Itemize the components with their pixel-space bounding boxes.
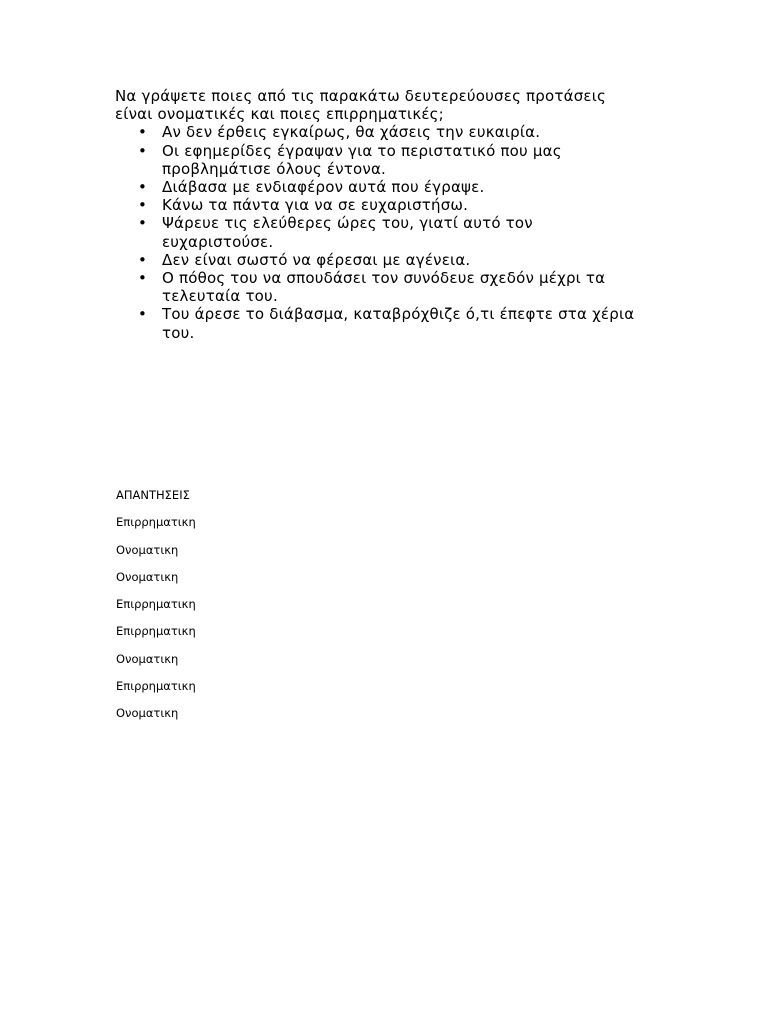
- answer-item: Επιρρηματικη: [116, 597, 196, 612]
- sentence-line: Κάνω τα πάντα για να σε ευχαριστήσω.: [162, 196, 469, 215]
- question-line: Να γράψετε ποιες από τις παρακάτω δευτερεύουσες προτάσεις: [115, 87, 606, 105]
- sentence-item: [115, 214, 655, 250]
- sentence-item: [115, 305, 655, 341]
- sentence-item: [115, 251, 655, 269]
- answers-section: [116, 488, 196, 720]
- bullet-icon: •: [138, 196, 148, 215]
- sentence-line: Ψάρευε τις ελεύθερες ώρες του, γιατί αυτό τον: [162, 214, 533, 233]
- bullet-icon: •: [138, 250, 148, 269]
- sentence-line: Δεν είναι σωστό να φέρεσαι με αγένεια.: [162, 250, 471, 269]
- bullet-icon: •: [138, 123, 148, 142]
- sentence-line: Διάβασα με ενδιαφέρον αυτά που έγραψε.: [162, 178, 485, 197]
- sentence-line: προβλημάτισε όλους έντονα.: [162, 159, 387, 178]
- sentence-line: ευχαριστούσε.: [162, 232, 274, 251]
- question-section: [115, 87, 655, 342]
- bullet-icon: •: [138, 269, 148, 288]
- sentence-line: Αν δεν έρθεις εγκαίρως, θα χάσεις την ευκαιρία.: [162, 123, 541, 142]
- bullet-icon: •: [138, 214, 148, 233]
- sentence-line: τελευταία του.: [162, 287, 278, 306]
- sentence-line: του.: [162, 323, 195, 342]
- bullet-icon: •: [138, 141, 148, 160]
- answer-item: Επιρρηματικη: [116, 515, 196, 530]
- sentence-line: Ο πόθος του να σπουδάσει τον συνόδευε σχεδόν μέχρι τα: [162, 269, 606, 288]
- sentence-list: [115, 123, 655, 341]
- answer-item: Ονοματικη: [116, 651, 179, 666]
- sentence-item: [115, 269, 655, 305]
- answers-title: ΑΠΑΝΤΗΣΕΙΣ: [116, 488, 190, 502]
- answer-item: Επιρρηματικη: [116, 624, 196, 639]
- answer-item: Ονοματικη: [116, 569, 179, 584]
- question-line: είναι ονοματικές και ποιες επιρρηματικές;: [115, 105, 444, 124]
- question-text: [115, 87, 655, 123]
- sentence-line: Του άρεσε το διάβασμα, καταβρόχθιζε ό,τι έπεφτε στα χέρια: [162, 305, 635, 324]
- sentence-item: [115, 178, 655, 196]
- bullet-icon: •: [138, 305, 148, 324]
- sentence-item: [115, 142, 655, 178]
- answer-item: Ονοματικη: [116, 706, 179, 721]
- answer-item: Επιρρηματικη: [116, 679, 196, 694]
- sentence-item: [115, 196, 655, 214]
- bullet-icon: •: [138, 178, 148, 197]
- sentence-item: [115, 123, 655, 141]
- sentence-line: Οι εφημερίδες έγραψαν για το περιστατικό που μας: [162, 141, 562, 160]
- answer-item: Ονοματικη: [116, 542, 179, 557]
